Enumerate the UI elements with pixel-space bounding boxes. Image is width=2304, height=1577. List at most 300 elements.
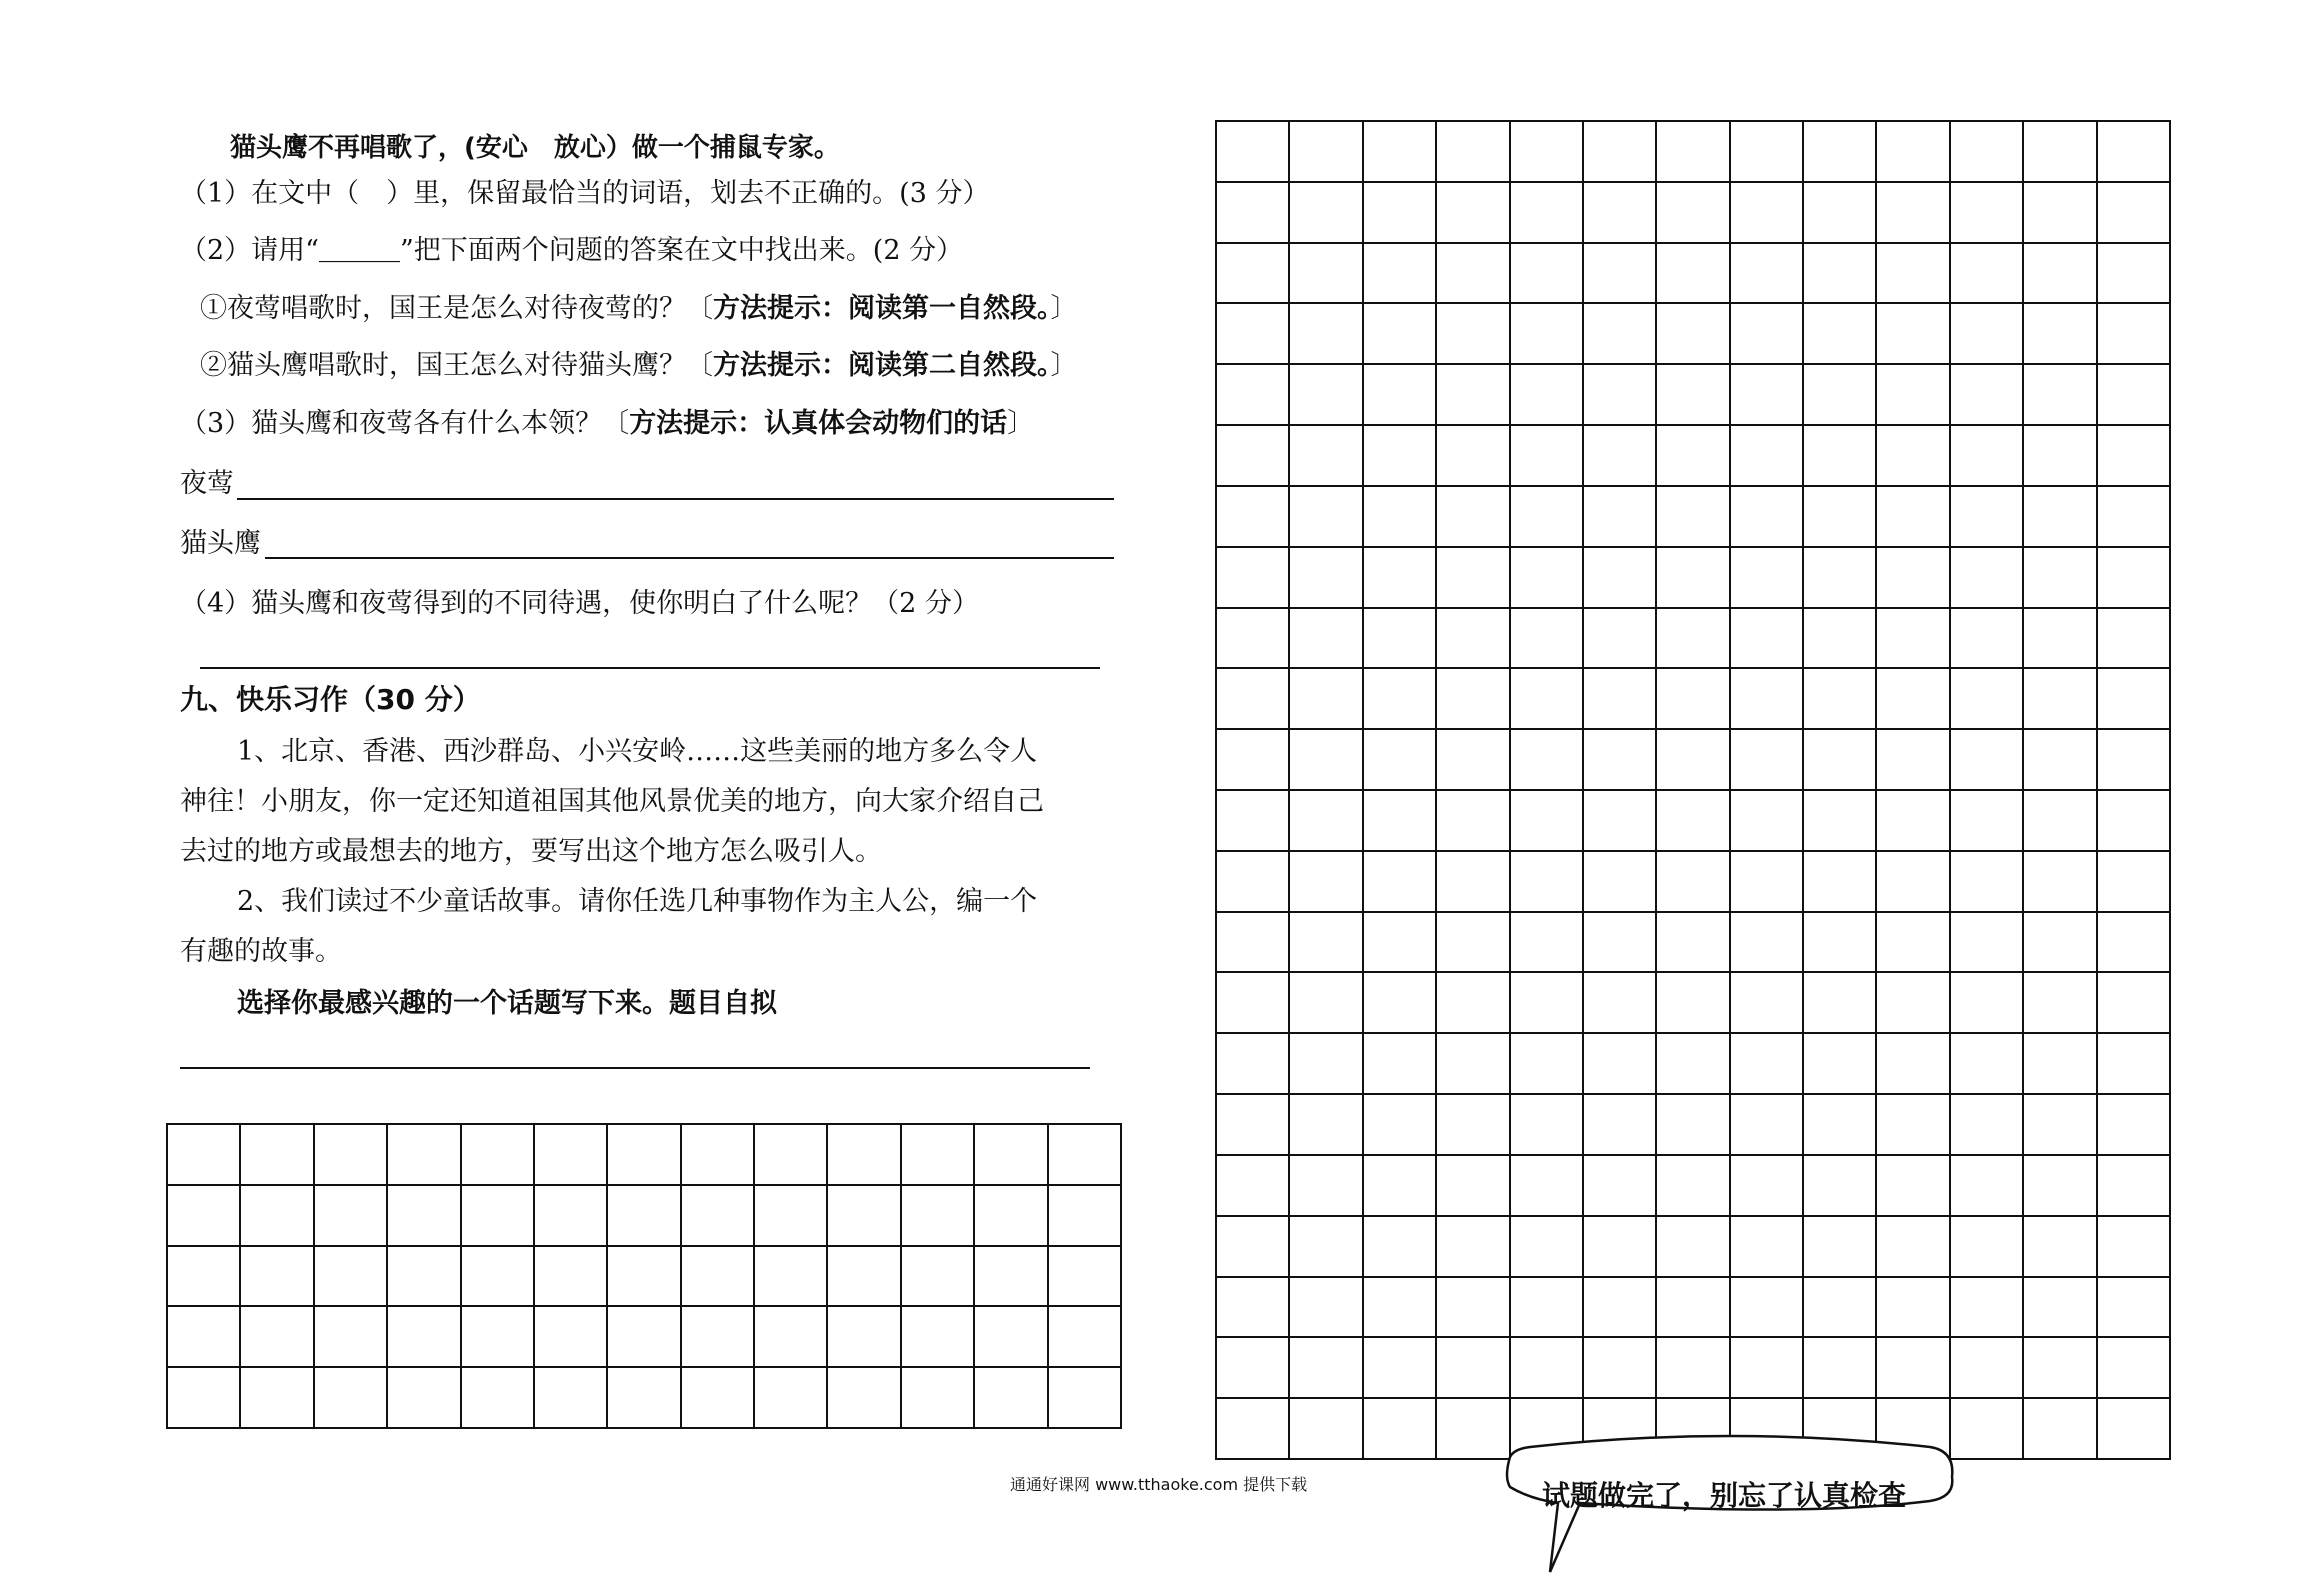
grid-cell[interactable] xyxy=(315,1307,388,1368)
grid-cell[interactable] xyxy=(1437,852,1510,913)
grid-cell[interactable] xyxy=(1364,1034,1437,1095)
grid-cell[interactable] xyxy=(1951,973,2024,1034)
grid-cell[interactable] xyxy=(1731,609,1804,670)
grid-cell[interactable] xyxy=(1804,304,1877,365)
grid-cell[interactable] xyxy=(2024,669,2097,730)
grid-cell[interactable] xyxy=(1217,304,1290,365)
grid-cell[interactable] xyxy=(2098,1399,2171,1460)
grid-cell[interactable] xyxy=(315,1186,388,1247)
grid-cell[interactable] xyxy=(1217,1217,1290,1278)
grid-cell[interactable] xyxy=(1290,973,1363,1034)
grid-cell[interactable] xyxy=(2024,1399,2097,1460)
grid-cell[interactable] xyxy=(608,1368,681,1429)
grid-cell[interactable] xyxy=(1584,304,1657,365)
grid-cell[interactable] xyxy=(1437,548,1510,609)
grid-cell[interactable] xyxy=(1804,791,1877,852)
grid-cell[interactable] xyxy=(1804,365,1877,426)
grid-cell[interactable] xyxy=(1657,852,1730,913)
grid-cell[interactable] xyxy=(462,1307,535,1368)
grid-cell[interactable] xyxy=(1951,487,2024,548)
grid-cell[interactable] xyxy=(1804,1156,1877,1217)
answer-line-nightingale[interactable] xyxy=(237,498,1114,500)
grid-cell[interactable] xyxy=(1511,913,1584,974)
grid-cell[interactable] xyxy=(1584,183,1657,244)
grid-cell[interactable] xyxy=(2024,852,2097,913)
grid-cell[interactable] xyxy=(1290,1095,1363,1156)
grid-cell[interactable] xyxy=(1437,913,1510,974)
grid-cell[interactable] xyxy=(168,1247,241,1308)
grid-cell[interactable] xyxy=(1290,1278,1363,1339)
grid-cell[interactable] xyxy=(1290,1034,1363,1095)
grid-cell[interactable] xyxy=(1804,1095,1877,1156)
grid-cell[interactable] xyxy=(1364,1278,1437,1339)
grid-cell[interactable] xyxy=(1877,1217,1950,1278)
grid-cell[interactable] xyxy=(1877,1156,1950,1217)
grid-cell[interactable] xyxy=(828,1186,901,1247)
grid-cell[interactable] xyxy=(1364,304,1437,365)
grid-cell[interactable] xyxy=(902,1247,975,1308)
grid-cell[interactable] xyxy=(535,1307,608,1368)
grid-cell[interactable] xyxy=(975,1247,1048,1308)
grid-cell[interactable] xyxy=(1804,487,1877,548)
writing-grid-left[interactable] xyxy=(166,1123,1122,1429)
grid-cell[interactable] xyxy=(1437,426,1510,487)
grid-cell[interactable] xyxy=(1657,426,1730,487)
grid-cell[interactable] xyxy=(1877,548,1950,609)
grid-cell[interactable] xyxy=(828,1368,901,1429)
grid-cell[interactable] xyxy=(1877,913,1950,974)
grid-cell[interactable] xyxy=(1951,183,2024,244)
grid-cell[interactable] xyxy=(1511,244,1584,305)
grid-cell[interactable] xyxy=(1584,791,1657,852)
grid-cell[interactable] xyxy=(1217,609,1290,670)
grid-cell[interactable] xyxy=(1657,304,1730,365)
grid-cell[interactable] xyxy=(1511,791,1584,852)
grid-cell[interactable] xyxy=(828,1247,901,1308)
grid-cell[interactable] xyxy=(1437,487,1510,548)
grid-cell[interactable] xyxy=(1217,1034,1290,1095)
grid-cell[interactable] xyxy=(1951,1278,2024,1339)
grid-cell[interactable] xyxy=(1364,244,1437,305)
grid-cell[interactable] xyxy=(388,1186,461,1247)
grid-cell[interactable] xyxy=(1217,730,1290,791)
grid-cell[interactable] xyxy=(1437,304,1510,365)
grid-cell[interactable] xyxy=(1217,1399,1290,1460)
grid-cell[interactable] xyxy=(2024,1156,2097,1217)
grid-cell[interactable] xyxy=(241,1307,314,1368)
grid-cell[interactable] xyxy=(1290,852,1363,913)
grid-cell[interactable] xyxy=(1584,609,1657,670)
grid-cell[interactable] xyxy=(1584,730,1657,791)
grid-cell[interactable] xyxy=(1217,1156,1290,1217)
grid-cell[interactable] xyxy=(1731,122,1804,183)
grid-cell[interactable] xyxy=(1217,426,1290,487)
grid-cell[interactable] xyxy=(1290,183,1363,244)
grid-cell[interactable] xyxy=(1511,1156,1584,1217)
grid-cell[interactable] xyxy=(1731,1034,1804,1095)
title-line[interactable] xyxy=(180,1067,1090,1069)
grid-cell[interactable] xyxy=(1290,122,1363,183)
grid-cell[interactable] xyxy=(1877,1095,1950,1156)
grid-cell[interactable] xyxy=(1951,1217,2024,1278)
grid-cell[interactable] xyxy=(2024,791,2097,852)
grid-cell[interactable] xyxy=(1364,1217,1437,1278)
grid-cell[interactable] xyxy=(1657,487,1730,548)
grid-cell[interactable] xyxy=(1731,304,1804,365)
grid-cell[interactable] xyxy=(168,1125,241,1186)
grid-cell[interactable] xyxy=(682,1247,755,1308)
grid-cell[interactable] xyxy=(241,1125,314,1186)
grid-cell[interactable] xyxy=(1877,1278,1950,1339)
grid-cell[interactable] xyxy=(1290,365,1363,426)
grid-cell[interactable] xyxy=(1364,852,1437,913)
grid-cell[interactable] xyxy=(1804,973,1877,1034)
grid-cell[interactable] xyxy=(755,1247,828,1308)
grid-cell[interactable] xyxy=(1511,122,1584,183)
grid-cell[interactable] xyxy=(1804,1338,1877,1399)
grid-cell[interactable] xyxy=(241,1368,314,1429)
grid-cell[interactable] xyxy=(1877,487,1950,548)
grid-cell[interactable] xyxy=(1290,1338,1363,1399)
grid-cell[interactable] xyxy=(902,1307,975,1368)
grid-cell[interactable] xyxy=(1951,791,2024,852)
grid-cell[interactable] xyxy=(1364,730,1437,791)
grid-cell[interactable] xyxy=(1804,244,1877,305)
grid-cell[interactable] xyxy=(1364,669,1437,730)
grid-cell[interactable] xyxy=(902,1125,975,1186)
grid-cell[interactable] xyxy=(1584,913,1657,974)
grid-cell[interactable] xyxy=(1584,548,1657,609)
grid-cell[interactable] xyxy=(608,1247,681,1308)
grid-cell[interactable] xyxy=(1437,122,1510,183)
grid-cell[interactable] xyxy=(2098,1278,2171,1339)
grid-cell[interactable] xyxy=(2024,1338,2097,1399)
grid-cell[interactable] xyxy=(1877,244,1950,305)
grid-cell[interactable] xyxy=(1364,609,1437,670)
grid-cell[interactable] xyxy=(1290,487,1363,548)
grid-cell[interactable] xyxy=(1364,122,1437,183)
grid-cell[interactable] xyxy=(1951,1399,2024,1460)
grid-cell[interactable] xyxy=(1437,1095,1510,1156)
grid-cell[interactable] xyxy=(1951,426,2024,487)
grid-cell[interactable] xyxy=(1731,1217,1804,1278)
grid-cell[interactable] xyxy=(1731,852,1804,913)
grid-cell[interactable] xyxy=(2098,1034,2171,1095)
grid-cell[interactable] xyxy=(1217,791,1290,852)
grid-cell[interactable] xyxy=(1951,1095,2024,1156)
grid-cell[interactable] xyxy=(2024,1278,2097,1339)
grid-cell[interactable] xyxy=(1657,1338,1730,1399)
grid-cell[interactable] xyxy=(2098,244,2171,305)
grid-cell[interactable] xyxy=(2098,791,2171,852)
grid-cell[interactable] xyxy=(2024,122,2097,183)
grid-cell[interactable] xyxy=(535,1247,608,1308)
grid-cell[interactable] xyxy=(2098,304,2171,365)
grid-cell[interactable] xyxy=(1731,487,1804,548)
grid-cell[interactable] xyxy=(1584,1217,1657,1278)
grid-cell[interactable] xyxy=(975,1307,1048,1368)
grid-cell[interactable] xyxy=(2098,426,2171,487)
grid-cell[interactable] xyxy=(2098,183,2171,244)
grid-cell[interactable] xyxy=(1731,730,1804,791)
grid-cell[interactable] xyxy=(1877,609,1950,670)
grid-cell[interactable] xyxy=(1731,244,1804,305)
grid-cell[interactable] xyxy=(1217,244,1290,305)
grid-cell[interactable] xyxy=(2024,426,2097,487)
grid-cell[interactable] xyxy=(1951,730,2024,791)
grid-cell[interactable] xyxy=(902,1368,975,1429)
grid-cell[interactable] xyxy=(2024,609,2097,670)
grid-cell[interactable] xyxy=(1877,426,1950,487)
grid-cell[interactable] xyxy=(1511,730,1584,791)
grid-cell[interactable] xyxy=(1657,183,1730,244)
grid-cell[interactable] xyxy=(1804,122,1877,183)
grid-cell[interactable] xyxy=(1877,973,1950,1034)
grid-cell[interactable] xyxy=(1364,426,1437,487)
grid-cell[interactable] xyxy=(1584,1156,1657,1217)
grid-cell[interactable] xyxy=(1951,609,2024,670)
grid-cell[interactable] xyxy=(1804,669,1877,730)
grid-cell[interactable] xyxy=(1511,1338,1584,1399)
grid-cell[interactable] xyxy=(2024,304,2097,365)
grid-cell[interactable] xyxy=(2024,913,2097,974)
grid-cell[interactable] xyxy=(388,1307,461,1368)
grid-cell[interactable] xyxy=(1217,913,1290,974)
grid-cell[interactable] xyxy=(388,1368,461,1429)
grid-cell[interactable] xyxy=(1951,365,2024,426)
grid-cell[interactable] xyxy=(1584,426,1657,487)
grid-cell[interactable] xyxy=(1511,669,1584,730)
grid-cell[interactable] xyxy=(2024,487,2097,548)
grid-cell[interactable] xyxy=(1657,365,1730,426)
grid-cell[interactable] xyxy=(1584,852,1657,913)
grid-cell[interactable] xyxy=(755,1307,828,1368)
grid-cell[interactable] xyxy=(1951,1156,2024,1217)
grid-cell[interactable] xyxy=(1657,1034,1730,1095)
grid-cell[interactable] xyxy=(1437,669,1510,730)
grid-cell[interactable] xyxy=(1364,487,1437,548)
grid-cell[interactable] xyxy=(1951,304,2024,365)
grid-cell[interactable] xyxy=(1364,183,1437,244)
grid-cell[interactable] xyxy=(1290,244,1363,305)
grid-cell[interactable] xyxy=(1584,1338,1657,1399)
grid-cell[interactable] xyxy=(168,1307,241,1368)
grid-cell[interactable] xyxy=(1364,1156,1437,1217)
grid-cell[interactable] xyxy=(2098,913,2171,974)
grid-cell[interactable] xyxy=(1437,1034,1510,1095)
grid-cell[interactable] xyxy=(1877,183,1950,244)
grid-cell[interactable] xyxy=(1511,365,1584,426)
grid-cell[interactable] xyxy=(1437,244,1510,305)
grid-cell[interactable] xyxy=(1217,365,1290,426)
grid-cell[interactable] xyxy=(828,1125,901,1186)
grid-cell[interactable] xyxy=(1731,183,1804,244)
grid-cell[interactable] xyxy=(1364,548,1437,609)
grid-cell[interactable] xyxy=(2098,548,2171,609)
grid-cell[interactable] xyxy=(1290,1399,1363,1460)
grid-cell[interactable] xyxy=(1657,1217,1730,1278)
grid-cell[interactable] xyxy=(1877,365,1950,426)
grid-cell[interactable] xyxy=(1657,730,1730,791)
grid-cell[interactable] xyxy=(2098,1095,2171,1156)
grid-cell[interactable] xyxy=(755,1368,828,1429)
grid-cell[interactable] xyxy=(1217,122,1290,183)
grid-cell[interactable] xyxy=(315,1125,388,1186)
grid-cell[interactable] xyxy=(1804,913,1877,974)
grid-cell[interactable] xyxy=(682,1186,755,1247)
grid-cell[interactable] xyxy=(1951,122,2024,183)
grid-cell[interactable] xyxy=(1731,365,1804,426)
grid-cell[interactable] xyxy=(1657,1278,1730,1339)
grid-cell[interactable] xyxy=(1731,669,1804,730)
grid-cell[interactable] xyxy=(1217,1278,1290,1339)
grid-cell[interactable] xyxy=(1511,487,1584,548)
grid-cell[interactable] xyxy=(1804,183,1877,244)
grid-cell[interactable] xyxy=(2098,730,2171,791)
grid-cell[interactable] xyxy=(241,1186,314,1247)
grid-cell[interactable] xyxy=(1951,669,2024,730)
grid-cell[interactable] xyxy=(1804,1217,1877,1278)
grid-cell[interactable] xyxy=(1951,1338,2024,1399)
grid-cell[interactable] xyxy=(462,1247,535,1308)
grid-cell[interactable] xyxy=(2024,548,2097,609)
grid-cell[interactable] xyxy=(1290,1156,1363,1217)
grid-cell[interactable] xyxy=(1049,1186,1122,1247)
grid-cell[interactable] xyxy=(2024,1217,2097,1278)
grid-cell[interactable] xyxy=(1217,487,1290,548)
grid-cell[interactable] xyxy=(1731,1095,1804,1156)
grid-cell[interactable] xyxy=(1217,1338,1290,1399)
grid-cell[interactable] xyxy=(388,1125,461,1186)
grid-cell[interactable] xyxy=(168,1186,241,1247)
grid-cell[interactable] xyxy=(388,1247,461,1308)
grid-cell[interactable] xyxy=(2024,730,2097,791)
grid-cell[interactable] xyxy=(1364,1095,1437,1156)
grid-cell[interactable] xyxy=(168,1368,241,1429)
grid-cell[interactable] xyxy=(1290,609,1363,670)
answer-line-q4[interactable] xyxy=(200,667,1100,669)
grid-cell[interactable] xyxy=(828,1307,901,1368)
grid-cell[interactable] xyxy=(1731,426,1804,487)
grid-cell[interactable] xyxy=(2024,244,2097,305)
grid-cell[interactable] xyxy=(1804,852,1877,913)
grid-cell[interactable] xyxy=(1584,973,1657,1034)
grid-cell[interactable] xyxy=(1731,1156,1804,1217)
grid-cell[interactable] xyxy=(1584,1095,1657,1156)
grid-cell[interactable] xyxy=(1364,1338,1437,1399)
grid-cell[interactable] xyxy=(608,1186,681,1247)
grid-cell[interactable] xyxy=(1511,1034,1584,1095)
grid-cell[interactable] xyxy=(1657,1156,1730,1217)
grid-cell[interactable] xyxy=(1951,852,2024,913)
grid-cell[interactable] xyxy=(1437,183,1510,244)
grid-cell[interactable] xyxy=(1657,973,1730,1034)
grid-cell[interactable] xyxy=(315,1247,388,1308)
grid-cell[interactable] xyxy=(1511,548,1584,609)
grid-cell[interactable] xyxy=(902,1186,975,1247)
grid-cell[interactable] xyxy=(1511,1095,1584,1156)
grid-cell[interactable] xyxy=(1804,730,1877,791)
grid-cell[interactable] xyxy=(1290,669,1363,730)
grid-cell[interactable] xyxy=(2024,1034,2097,1095)
grid-cell[interactable] xyxy=(1657,669,1730,730)
grid-cell[interactable] xyxy=(1364,973,1437,1034)
grid-cell[interactable] xyxy=(1657,1095,1730,1156)
grid-cell[interactable] xyxy=(1584,669,1657,730)
grid-cell[interactable] xyxy=(1731,1338,1804,1399)
grid-cell[interactable] xyxy=(1049,1247,1122,1308)
grid-cell[interactable] xyxy=(1804,1278,1877,1339)
grid-cell[interactable] xyxy=(1049,1307,1122,1368)
grid-cell[interactable] xyxy=(1217,1095,1290,1156)
grid-cell[interactable] xyxy=(1951,244,2024,305)
grid-cell[interactable] xyxy=(1437,1217,1510,1278)
grid-cell[interactable] xyxy=(1437,609,1510,670)
grid-cell[interactable] xyxy=(1657,122,1730,183)
grid-cell[interactable] xyxy=(1290,426,1363,487)
grid-cell[interactable] xyxy=(1511,609,1584,670)
grid-cell[interactable] xyxy=(1511,304,1584,365)
grid-cell[interactable] xyxy=(1290,913,1363,974)
grid-cell[interactable] xyxy=(1364,365,1437,426)
grid-cell[interactable] xyxy=(682,1125,755,1186)
grid-cell[interactable] xyxy=(1584,1034,1657,1095)
grid-cell[interactable] xyxy=(241,1247,314,1308)
grid-cell[interactable] xyxy=(1951,548,2024,609)
grid-cell[interactable] xyxy=(1877,304,1950,365)
grid-cell[interactable] xyxy=(1511,852,1584,913)
grid-cell[interactable] xyxy=(1584,1278,1657,1339)
grid-cell[interactable] xyxy=(608,1125,681,1186)
grid-cell[interactable] xyxy=(1877,1034,1950,1095)
grid-cell[interactable] xyxy=(462,1368,535,1429)
grid-cell[interactable] xyxy=(1731,548,1804,609)
grid-cell[interactable] xyxy=(1364,913,1437,974)
grid-cell[interactable] xyxy=(1511,1278,1584,1339)
grid-cell[interactable] xyxy=(1049,1368,1122,1429)
grid-cell[interactable] xyxy=(682,1368,755,1429)
grid-cell[interactable] xyxy=(1290,548,1363,609)
grid-cell[interactable] xyxy=(1877,852,1950,913)
grid-cell[interactable] xyxy=(608,1307,681,1368)
grid-cell[interactable] xyxy=(2098,487,2171,548)
grid-cell[interactable] xyxy=(1804,609,1877,670)
grid-cell[interactable] xyxy=(1584,365,1657,426)
grid-cell[interactable] xyxy=(2098,852,2171,913)
grid-cell[interactable] xyxy=(1290,791,1363,852)
grid-cell[interactable] xyxy=(975,1186,1048,1247)
grid-cell[interactable] xyxy=(1364,1399,1437,1460)
grid-cell[interactable] xyxy=(1804,548,1877,609)
grid-cell[interactable] xyxy=(2024,183,2097,244)
grid-cell[interactable] xyxy=(1511,1217,1584,1278)
grid-cell[interactable] xyxy=(1290,730,1363,791)
grid-cell[interactable] xyxy=(1657,609,1730,670)
grid-cell[interactable] xyxy=(1511,973,1584,1034)
writing-grid-right[interactable] xyxy=(1215,120,2171,1460)
grid-cell[interactable] xyxy=(535,1186,608,1247)
grid-cell[interactable] xyxy=(1437,1338,1510,1399)
grid-cell[interactable] xyxy=(755,1186,828,1247)
answer-line-owl[interactable] xyxy=(265,557,1114,559)
grid-cell[interactable] xyxy=(1731,791,1804,852)
grid-cell[interactable] xyxy=(1217,852,1290,913)
grid-cell[interactable] xyxy=(2098,365,2171,426)
grid-cell[interactable] xyxy=(1951,913,2024,974)
grid-cell[interactable] xyxy=(2024,973,2097,1034)
grid-cell[interactable] xyxy=(1290,1217,1363,1278)
grid-cell[interactable] xyxy=(1584,244,1657,305)
